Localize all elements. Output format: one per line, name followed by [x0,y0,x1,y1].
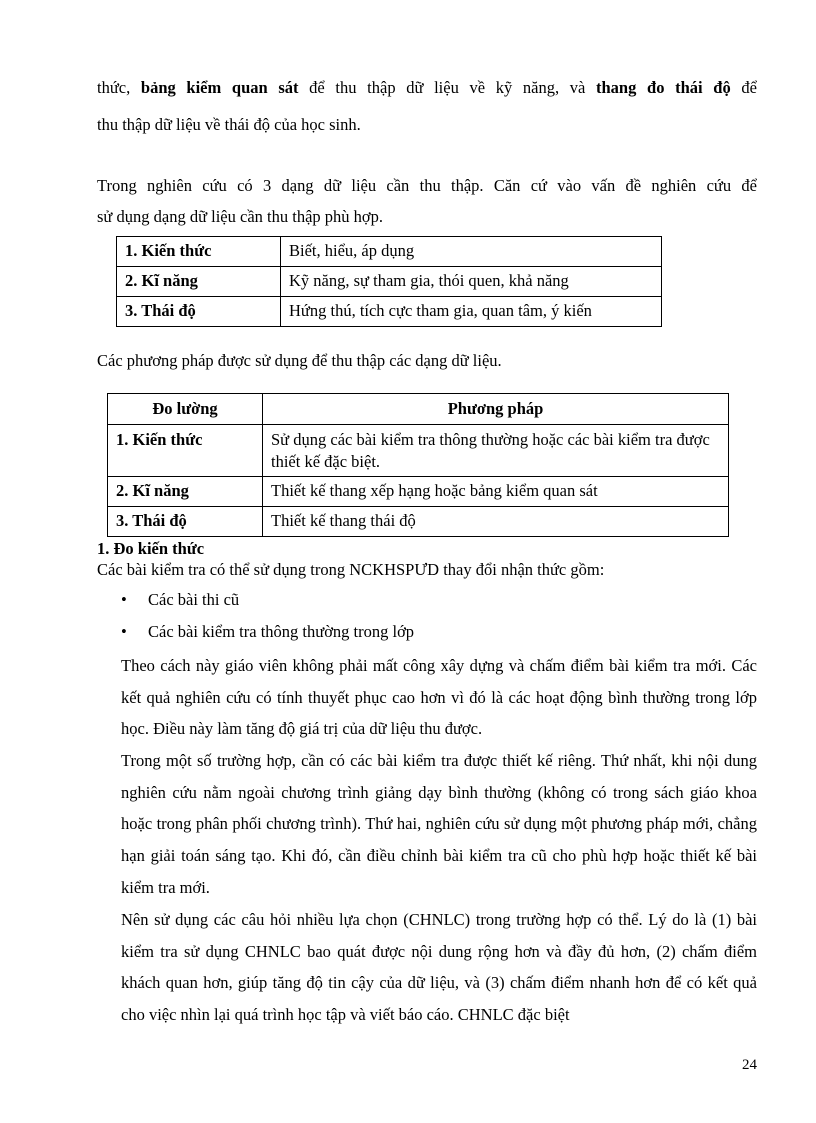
table-cell-method: Thiết kế thang thái độ [263,507,729,537]
list-item [121,622,621,646]
section-heading: 1. Đo kiến thức [97,539,205,558]
bullet-icon: • [121,590,127,609]
table-cell-type: 1. Kiến thức [108,425,263,477]
data-types-line-2: sử dụng dạng dữ liệu cần thu thập phù hợp. [97,207,383,226]
text-run: để thu thập dữ liệu về kỹ năng, và [298,78,597,97]
bold-term-attitude-scale: thang đo thái độ [596,78,731,97]
intro-line-2: thu thập dữ liệu về thái độ của học sinh. [97,115,361,134]
list-item [121,590,621,614]
table-cell-desc: Kỹ năng, sự tham gia, thói quen, khả năng [281,267,662,297]
text-run: để [730,78,757,97]
table-cell-desc: Biết, hiểu, áp dụng [281,237,662,267]
table-cell-desc: Hứng thú, tích cực tham gia, quan tâm, ý kiến [281,297,662,327]
list-item-text: Các bài kiểm tra thông thường trong lớp [148,622,415,641]
data-types-line-1: Trong nghiên cứu có 3 dạng dữ liệu cần thu thập. Căn cứ vào vấn đề nghiên cứu để [97,176,757,195]
methods-table [107,393,729,537]
table-cell-method: Thiết kế thang xếp hạng hoặc bảng kiểm quan sát [263,477,729,507]
body-paragraph: Nên sử dụng các câu hỏi nhiều lựa chọn (CHNLC) trong trường hợp có thể. Lý do là (1) bài kiểm tra sử dụng CHNLC bao quát được nội dung rộng hơn và đầy đủ hơn, (2) chấm điểm khách quan hơn, giúp tăng độ tin cậy của dữ liệu, và (3) chấm điểm nhanh hơn để có kết quả cho việc nhìn lại quá trình học tập và viết báo cáo. CHNLC đặc biệt [121,910,757,1025]
table-header-measure: Đo lường [108,394,263,425]
body-paragraph: Trong một số trường hợp, cần có các bài kiểm tra được thiết kế riêng. Thứ nhất, khi nội dung nghiên cứu nằm ngoài chương trình giảng dạy bình thường (không có trong sách giáo khoa hoặc trong phân phối chương trình). Thứ hai, nghiên cứu sử dụng một phương pháp mới, chẳng hạn giải toán sáng tạo. Khi đó, cần điều chỉnh bài kiểm tra cũ cho phù hợp hoặc thiết kế bài kiểm tra mới. [121,751,757,897]
table-cell-type: 1. Kiến thức [117,237,281,267]
data-types-paragraph [97,170,757,232]
page-number: 24 [742,1057,757,1073]
table-row [108,507,729,537]
table-cell-type: 2. Kĩ năng [117,267,281,297]
table-header-method: Phương pháp [263,394,729,425]
table-cell-type: 3. Thái độ [117,297,281,327]
list-item-text: Các bài thi cũ [148,590,240,609]
table-row [117,237,662,267]
table-row [108,425,729,477]
text-run: thức, [97,78,141,97]
body-paragraph: Theo cách này giáo viên không phải mất công xây dựng và chấm điểm bài kiểm tra mới. Các kết quả nghiên cứu có tính thuyết phục cao hơn vì đó là các hoạt động bình thường trong lớp học. Điều này làm tăng độ giá trị của dữ liệu thu được. [121,656,757,739]
table-cell-type: 3. Thái độ [108,507,263,537]
section-intro: Các bài kiểm tra có thể sử dụng trong NCKHSPƯD thay đổi nhận thức gồm: [97,560,605,579]
bullet-icon: • [121,622,127,641]
intro-line-1 [97,72,757,103]
table-cell-type: 2. Kĩ năng [108,477,263,507]
table-row [117,297,662,327]
table-row [108,477,729,507]
data-types-table [116,236,662,327]
intro-paragraph [97,72,757,140]
table-cell-method: Sử dụng các bài kiểm tra thông thường hoặc các bài kiểm tra được thiết kế đặc biệt. [263,425,729,477]
table-header-row [108,394,729,425]
table-row [117,267,662,297]
bold-term-observation-checklist: bảng kiểm quan sát [140,78,299,97]
methods-intro: Các phương pháp được sử dụng để thu thập các dạng dữ liệu. [97,351,502,370]
